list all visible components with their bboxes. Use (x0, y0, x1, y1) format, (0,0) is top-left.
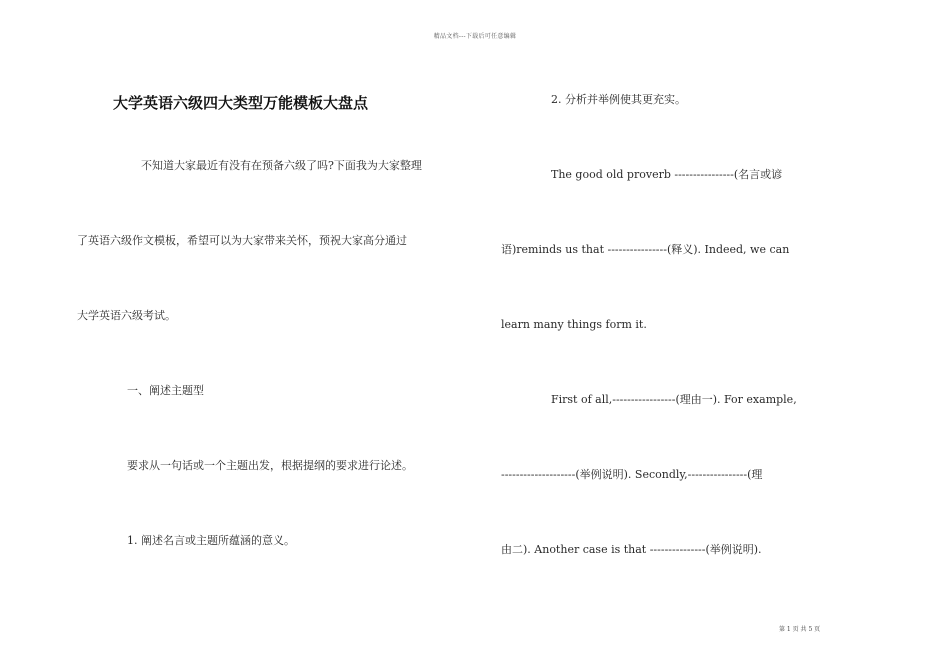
header-note: 精品文档---下载后可任意编辑 (433, 33, 517, 40)
section-heading: 一、阐述主题型 (127, 384, 204, 397)
paragraph-line: 语)reminds us that ----------------(释义). Indeed, we can (501, 243, 790, 256)
paragraph-line: 由二). Another case is that ---------------(举例说明). (501, 543, 762, 556)
list-item: 1. 阐述名言或主题所蕴涵的意义。 (127, 534, 295, 547)
document-title: 大学英语六级四大类型万能模板大盘点 (113, 94, 369, 112)
paragraph-line: The good old proverb ----------------(名言或谚 (551, 168, 783, 181)
paragraph-line: --------------------(举例说明). Secondly,----------------(理 (501, 468, 763, 481)
paragraph-line: 大学英语六级考试。 (77, 309, 176, 322)
paragraph-line: 了英语六级作文模板，希望可以为大家带来关怀，预祝大家高分通过 (77, 234, 407, 247)
list-item: 2. 分析并举例使其更充实。 (551, 93, 686, 106)
page-number: 第 1 页 共 5 页 (779, 626, 821, 633)
paragraph-line: learn many things form it. (501, 318, 647, 331)
paragraph-line: 不知道大家最近有没有在预备六级了吗?下面我为大家整理 (141, 159, 422, 172)
paragraph-line: 要求从一句话或一个主题出发，根据提纲的要求进行论述。 (127, 459, 413, 472)
paragraph-line: First of all,-----------------(理由一). For example, (551, 393, 797, 406)
